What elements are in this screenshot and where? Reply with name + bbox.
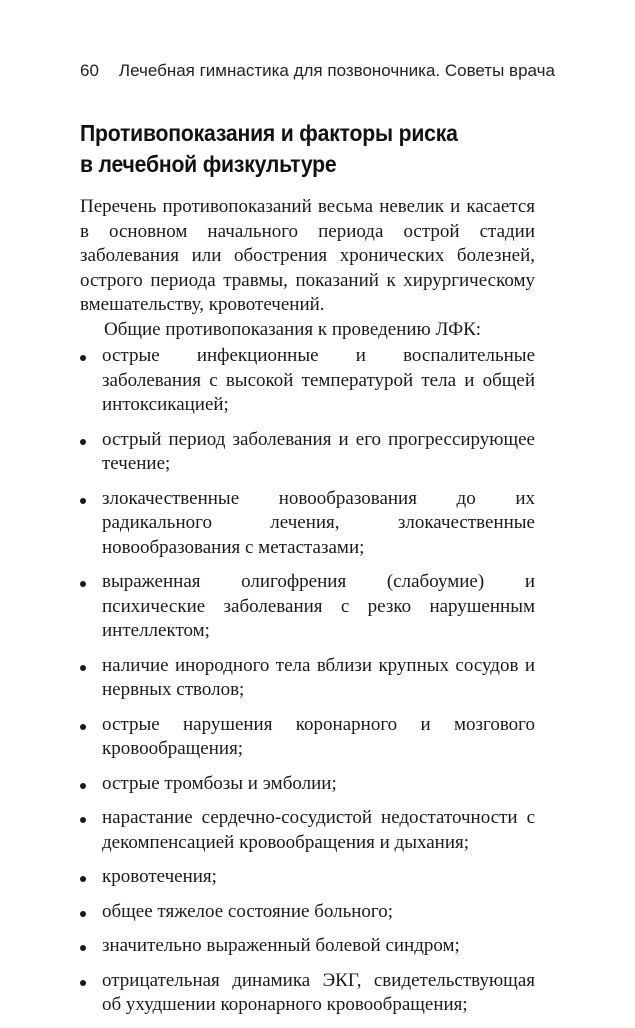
running-title: Лечебная гимнастика для позвоночника. Советы врача (118, 61, 555, 80)
bullet-icon (80, 945, 86, 951)
list-item-text: острые инфекционные и воспалительные заболевания с высокой температурой тела и общей интоксикацией; (102, 345, 535, 415)
body-text (80, 195, 535, 1028)
section-title-line-2: в лечебной физкультуре (80, 151, 337, 177)
bullet-icon (80, 665, 86, 671)
list-item-text: нарастание сердечно-сосудистой недостаточности с декомпенсацией кровообращения и дыхания; (102, 807, 535, 853)
bullet-icon (80, 911, 86, 917)
section-title-line-1: Противопоказания и факторы риска (80, 120, 458, 146)
list-item-text: наличие инородного тела вблизи крупных сосудов и нервных стволов; (102, 654, 535, 700)
list-item-text: острые нарушения коронарного и мозгового кровообращения; (102, 713, 535, 759)
list-item-text: отрицательная динамика ЭКГ, свидетельствующая об ухудшении коронарного кровообращения; (102, 969, 535, 1015)
bullet-icon (80, 724, 86, 730)
list-item (80, 900, 535, 925)
bullet-icon (80, 355, 86, 361)
list-item (80, 772, 535, 797)
bullet-icon (80, 876, 86, 882)
list-item (80, 865, 535, 890)
list-item (80, 934, 535, 959)
list-item (80, 344, 535, 418)
list-item (80, 654, 535, 703)
list-item (80, 428, 535, 477)
contraindications-list (80, 344, 535, 1018)
list-item-text: выраженная олигофрения (слабоумие) и психические заболевания с резко нарушенным интеллектом; (102, 571, 535, 641)
list-item (80, 713, 535, 762)
list-item (80, 487, 535, 561)
list-item-text: значительно выраженный болевой синдром; (102, 935, 460, 956)
bullet-icon (80, 498, 86, 504)
list-item (80, 570, 535, 644)
list-item-text: кровотечения; (102, 866, 217, 887)
list-item (80, 969, 535, 1018)
list-lead: Общие противопоказания к проведению ЛФК: (104, 318, 482, 340)
running-header (80, 58, 555, 84)
list-item (80, 806, 535, 855)
list-item-text: острые тромбозы и эмболии; (102, 772, 337, 794)
list-item-text: злокачественные новообразования до их радикального лечения, злокачественные новообразования с метастазами; (102, 487, 535, 558)
bullet-icon (80, 817, 86, 823)
bullet-icon (80, 783, 86, 789)
bullet-icon (80, 581, 86, 587)
intro-paragraph: Перечень противопоказаний весьма невелик и касается в основном начального периода острой стадии заболевания или обострения хронических болезней, острого периода травмы, показаний к хирургическому вмешательству, кровотечений. (80, 196, 535, 315)
list-item-text: общее тяжелое состояние больного; (102, 900, 394, 922)
bullet-icon (80, 439, 86, 445)
list-item-text: острый период заболевания и его прогрессирующее течение; (102, 428, 535, 474)
page-number: 60 (80, 61, 99, 80)
section-title (80, 118, 522, 180)
bullet-icon (80, 980, 86, 986)
